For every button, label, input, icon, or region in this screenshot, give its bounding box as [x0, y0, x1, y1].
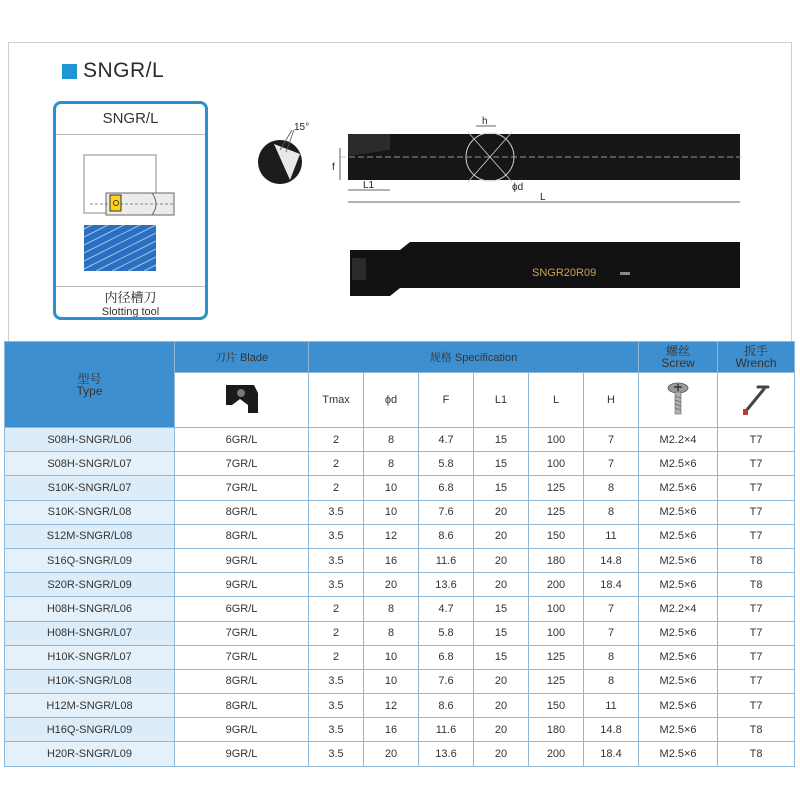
spec-table: [4, 341, 795, 767]
cell-h: 7: [584, 452, 639, 476]
cell-f: 4.7: [419, 597, 474, 621]
cell-l: 125: [529, 645, 584, 669]
col-f: F: [419, 373, 474, 428]
cell-wrench: T7: [718, 524, 795, 548]
cell-wrench: T7: [718, 645, 795, 669]
cell-screw: M2.5×6: [639, 694, 718, 718]
cell-wrench: T8: [718, 548, 795, 572]
cell-d: 8: [364, 597, 419, 621]
col-h: H: [584, 373, 639, 428]
cell-tmax: 3.5: [309, 500, 364, 524]
cell-screw: M2.5×6: [639, 573, 718, 597]
cell-d: 10: [364, 669, 419, 693]
blade-header: 刀片 Blade: [175, 342, 309, 373]
table-row: [5, 694, 795, 718]
angle-label: 15°: [294, 122, 310, 133]
cell-l1: 15: [474, 645, 529, 669]
cell-l: 125: [529, 669, 584, 693]
cell-tmax: 3.5: [309, 718, 364, 742]
cell-h: 7: [584, 428, 639, 452]
tool-type-card: [53, 101, 208, 320]
side-view: [332, 116, 745, 203]
cell-f: 6.8: [419, 645, 474, 669]
cell-type: S08H-SNGR/L07: [5, 452, 175, 476]
cell-l1: 15: [474, 452, 529, 476]
cell-blade: 8GR/L: [175, 500, 309, 524]
type-header: 型号 Type: [5, 342, 175, 428]
cell-screw: M2.5×6: [639, 476, 718, 500]
cell-type: H20R-SNGR/L09: [5, 742, 175, 766]
cell-h: 8: [584, 500, 639, 524]
bar-marking: SNGR20R09: [532, 267, 597, 279]
col-l: L: [529, 373, 584, 428]
cell-d: 10: [364, 476, 419, 500]
table-row: [5, 548, 795, 572]
cell-l: 200: [529, 742, 584, 766]
cell-f: 13.6: [419, 742, 474, 766]
cell-tmax: 2: [309, 645, 364, 669]
cell-blade: 7GR/L: [175, 621, 309, 645]
blade-insert-icon: [175, 373, 309, 428]
torx-wrench-icon: [718, 373, 795, 428]
end-view: [258, 122, 309, 184]
col-d: ϕd: [364, 373, 419, 428]
cell-f: 5.8: [419, 452, 474, 476]
cell-blade: 8GR/L: [175, 669, 309, 693]
cell-f: 11.6: [419, 548, 474, 572]
cell-type: H10K-SNGR/L07: [5, 645, 175, 669]
cell-tmax: 2: [309, 597, 364, 621]
table-row: [5, 500, 795, 524]
cell-type: H08H-SNGR/L06: [5, 597, 175, 621]
col-tmax: Tmax: [309, 373, 364, 428]
table-row: [5, 621, 795, 645]
cell-type: S08H-SNGR/L06: [5, 428, 175, 452]
tool-drawing: [240, 110, 760, 310]
cell-tmax: 2: [309, 621, 364, 645]
cell-d: 20: [364, 742, 419, 766]
cell-l: 100: [529, 621, 584, 645]
spec-rows: [5, 428, 795, 767]
cell-tmax: 2: [309, 428, 364, 452]
product-heading: [62, 60, 164, 82]
cell-f: 6.8: [419, 476, 474, 500]
cell-wrench: T8: [718, 718, 795, 742]
caption-zh: 内径槽刀: [104, 290, 157, 305]
table-row: [5, 452, 795, 476]
cell-l1: 20: [474, 694, 529, 718]
cell-blade: 7GR/L: [175, 645, 309, 669]
cell-d: 12: [364, 694, 419, 718]
cell-f: 8.6: [419, 694, 474, 718]
cell-h: 14.8: [584, 548, 639, 572]
table-row: [5, 742, 795, 766]
product-title: SNGR/L: [83, 59, 165, 82]
cell-type: S20R-SNGR/L09: [5, 573, 175, 597]
slotting-illustration: [56, 135, 205, 285]
cell-l1: 15: [474, 597, 529, 621]
cell-l1: 15: [474, 428, 529, 452]
cell-h: 8: [584, 476, 639, 500]
cell-l1: 15: [474, 621, 529, 645]
cell-wrench: T7: [718, 669, 795, 693]
table-row: [5, 597, 795, 621]
cell-type: H08H-SNGR/L07: [5, 621, 175, 645]
l1-label: L1: [363, 180, 375, 191]
cell-screw: M2.5×6: [639, 524, 718, 548]
cell-screw: M2.5×6: [639, 718, 718, 742]
cell-blade: 7GR/L: [175, 452, 309, 476]
cell-h: 8: [584, 645, 639, 669]
h-label: h: [482, 116, 488, 127]
cell-screw: M2.5×6: [639, 548, 718, 572]
cell-d: 8: [364, 621, 419, 645]
cell-d: 10: [364, 645, 419, 669]
table-row: [5, 524, 795, 548]
cell-blade: 9GR/L: [175, 548, 309, 572]
table-row: [5, 573, 795, 597]
table-row: [5, 645, 795, 669]
cell-d: 16: [364, 718, 419, 742]
cell-blade: 9GR/L: [175, 742, 309, 766]
cell-tmax: 3.5: [309, 573, 364, 597]
wrench-header: 扳手 Wrench: [718, 342, 795, 373]
card-caption: [56, 286, 205, 319]
cell-blade: 8GR/L: [175, 694, 309, 718]
cell-f: 7.6: [419, 669, 474, 693]
cell-type: H16Q-SNGR/L09: [5, 718, 175, 742]
cell-d: 8: [364, 428, 419, 452]
cell-h: 18.4: [584, 573, 639, 597]
cell-type: H12M-SNGR/L08: [5, 694, 175, 718]
cell-tmax: 2: [309, 476, 364, 500]
cell-wrench: T7: [718, 500, 795, 524]
cell-l: 100: [529, 452, 584, 476]
table-row: [5, 476, 795, 500]
cell-tmax: 3.5: [309, 742, 364, 766]
cell-d: 8: [364, 452, 419, 476]
heading-square-icon: [62, 64, 77, 79]
cell-f: 8.6: [419, 524, 474, 548]
cell-wrench: T8: [718, 573, 795, 597]
cell-wrench: T7: [718, 476, 795, 500]
cell-l1: 20: [474, 500, 529, 524]
cell-wrench: T7: [718, 428, 795, 452]
cell-type: S10K-SNGR/L07: [5, 476, 175, 500]
cell-blade: 9GR/L: [175, 573, 309, 597]
cell-l1: 20: [474, 718, 529, 742]
cell-d: 16: [364, 548, 419, 572]
cell-tmax: 3.5: [309, 694, 364, 718]
cell-screw: M2.5×6: [639, 621, 718, 645]
cell-l: 150: [529, 694, 584, 718]
cell-screw: M2.5×6: [639, 645, 718, 669]
cell-screw: M2.5×6: [639, 742, 718, 766]
spec-header: 规格 Specification: [309, 342, 639, 373]
cell-l: 125: [529, 500, 584, 524]
cell-blade: 6GR/L: [175, 597, 309, 621]
cell-screw: M2.5×6: [639, 500, 718, 524]
cell-h: 7: [584, 621, 639, 645]
cell-l: 125: [529, 476, 584, 500]
cell-f: 5.8: [419, 621, 474, 645]
cell-h: 7: [584, 597, 639, 621]
cell-h: 14.8: [584, 718, 639, 742]
cell-tmax: 3.5: [309, 524, 364, 548]
cell-wrench: T8: [718, 742, 795, 766]
cell-f: 4.7: [419, 428, 474, 452]
f-label: f: [332, 162, 335, 173]
cell-tmax: 3.5: [309, 669, 364, 693]
cell-d: 10: [364, 500, 419, 524]
cell-wrench: T7: [718, 621, 795, 645]
cell-wrench: T7: [718, 597, 795, 621]
product-photo: [350, 242, 740, 296]
cell-l: 180: [529, 718, 584, 742]
cell-l1: 20: [474, 669, 529, 693]
l-label: L: [540, 192, 546, 203]
cell-f: 7.6: [419, 500, 474, 524]
cell-d: 12: [364, 524, 419, 548]
cell-screw: M2.2×4: [639, 428, 718, 452]
cell-l: 200: [529, 573, 584, 597]
cell-l: 180: [529, 548, 584, 572]
torx-screw-icon: [639, 373, 718, 428]
cell-type: S16Q-SNGR/L09: [5, 548, 175, 572]
cell-l: 150: [529, 524, 584, 548]
cell-f: 11.6: [419, 718, 474, 742]
cell-l1: 20: [474, 742, 529, 766]
cell-screw: M2.5×6: [639, 452, 718, 476]
cell-screw: M2.2×4: [639, 597, 718, 621]
cell-wrench: T7: [718, 452, 795, 476]
cell-type: S12M-SNGR/L08: [5, 524, 175, 548]
cell-type: S10K-SNGR/L08: [5, 500, 175, 524]
card-title: SNGR/L: [56, 104, 205, 135]
cell-tmax: 2: [309, 452, 364, 476]
cell-blade: 6GR/L: [175, 428, 309, 452]
cell-blade: 7GR/L: [175, 476, 309, 500]
cell-h: 8: [584, 669, 639, 693]
caption-en: Slotting tool: [101, 306, 160, 318]
header-row: [5, 342, 795, 373]
cell-wrench: T7: [718, 694, 795, 718]
cell-h: 11: [584, 694, 639, 718]
cell-l1: 20: [474, 524, 529, 548]
cell-tmax: 3.5: [309, 548, 364, 572]
phid-label: ϕd: [512, 182, 524, 193]
cell-blade: 8GR/L: [175, 524, 309, 548]
cell-type: H10K-SNGR/L08: [5, 669, 175, 693]
screw-header: 螺丝 Screw: [639, 342, 718, 373]
cell-h: 11: [584, 524, 639, 548]
cell-l: 100: [529, 597, 584, 621]
cell-screw: M2.5×6: [639, 669, 718, 693]
cell-l: 100: [529, 428, 584, 452]
table-row: [5, 718, 795, 742]
table-row: [5, 669, 795, 693]
cell-l1: 15: [474, 476, 529, 500]
cell-l1: 20: [474, 548, 529, 572]
cell-l1: 20: [474, 573, 529, 597]
cell-blade: 9GR/L: [175, 718, 309, 742]
table-row: [5, 428, 795, 452]
cell-h: 18.4: [584, 742, 639, 766]
col-l1: L1: [474, 373, 529, 428]
cell-f: 13.6: [419, 573, 474, 597]
cell-d: 20: [364, 573, 419, 597]
